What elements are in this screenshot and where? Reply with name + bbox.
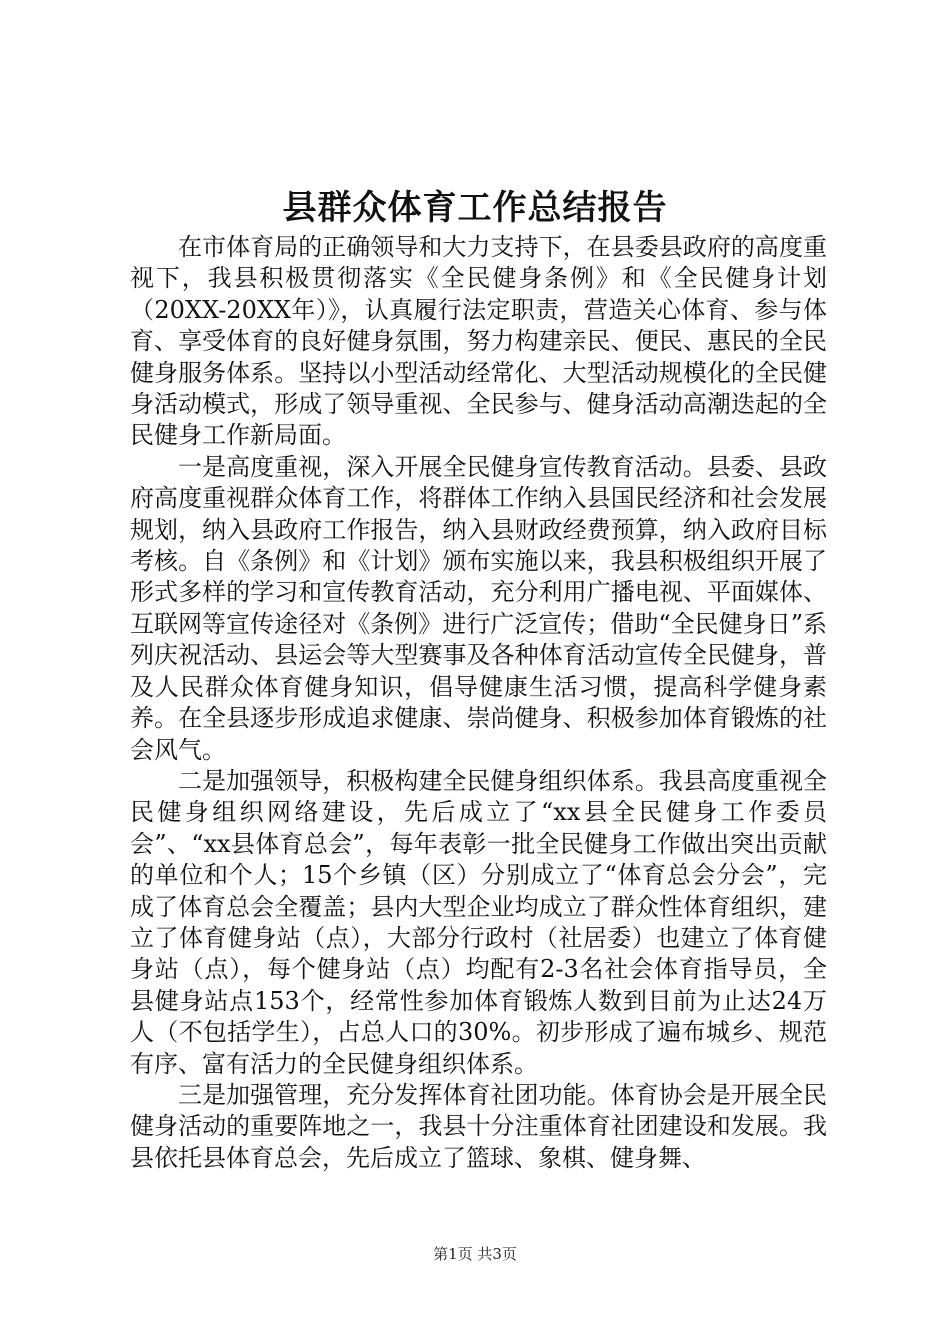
paragraph-publicity: 一是高度重视，深入开展全民健身宣传教育活动。县委、县政府高度重视群众体育工作，将群体工作纳入县国民经济和社会发展规划，纳入县政府工作报告，纳入县财政经费预算，纳入政府目标考核。自《条例》和《计划》颁布实施以来，我县积极组织开展了形式多样的学习和宣传教育活动，充分利用广播电视、平面媒体、互联网等宣传途径对《条例》进行广泛宣传；借助“全民健身日”系列庆祝活动、县运会等大型赛事及各种体育活动宣传全民健身，普及人民群众体育健身知识，倡导健康生活习惯，提高科学健身素养。在全县逐步形成追求健康、崇尚健身、积极参加体育锻炼的社会风气。 xyxy=(130,452,827,764)
document-body xyxy=(130,232,827,1174)
document-title: 县群众体育工作总结报告 xyxy=(282,188,668,228)
paragraph-organization: 二是加强领导，积极构建全民健身组织体系。我县高度重视全民健身组织网络建设，先后成立了“xx县全民健身工作委员会”、“xx县体育总会”，每年表彰一批全民健身工作做出突出贡献的单位和个人；15个乡镇（区）分别成立了“体育总会分会”，完成了体育总会全覆盖；县内大型企业均成立了群众性体育组织，建立了体育健身站（点），大部分行政村（社居委）也建立了体育健身站（点），每个健身站（点）均配有2-3名社会体育指导员，全县健身站点153个，经常性参加体育锻炼人数到目前为止达24万人（不包括学生），占总人口的30%。初步形成了遍布城乡、规范有序、富有活力的全民健身组织体系。 xyxy=(130,766,827,1078)
paragraph-intro: 在市体育局的正确领导和大力支持下，在县委县政府的高度重视下，我县积极贯彻落实《全民健身条例》和《全民健身计划（20XX-20XX年）》，认真履行法定职责，营造关心体育、参与体育、享受体育的良好健身氛围，努力构建亲民、便民、惠民的全民健身服务体系。坚持以小型活动经常化、大型活动规模化的全民健身活动模式，形成了领导重视、全民参与、健身活动高潮迭起的全民健身工作新局面。 xyxy=(130,233,827,450)
paragraph-management: 三是加强管理，充分发挥体育社团功能。体育协会是开展全民健身活动的重要阵地之一，我县十分注重体育社团建设和发展。我县依托县体育总会，先后成立了篮球、象棋、健身舞、 xyxy=(130,1080,827,1172)
page-footer: 第1页 共3页 xyxy=(433,1245,517,1263)
